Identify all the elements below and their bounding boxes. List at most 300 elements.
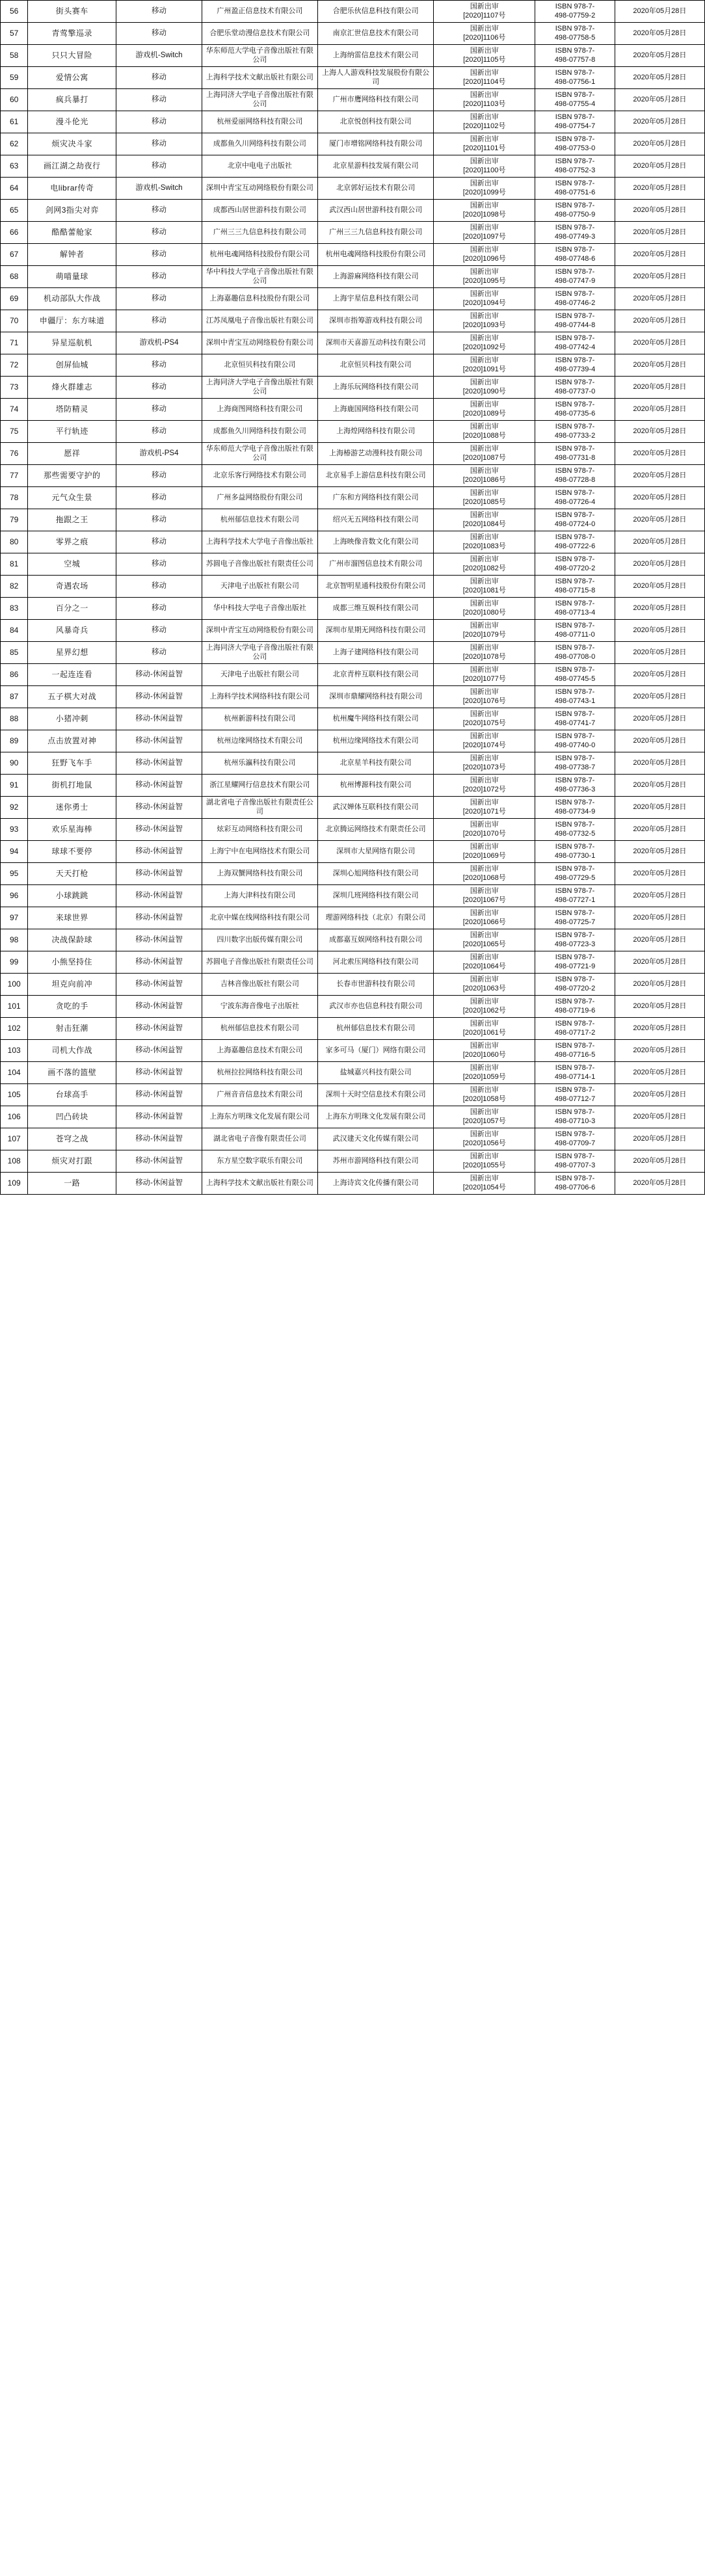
publication-date: 2020年05月28日: [615, 885, 704, 907]
publication-date: 2020年05月28日: [615, 907, 704, 929]
approval-number: [434, 1173, 535, 1195]
approval-number: [434, 819, 535, 841]
approval-number: [434, 1040, 535, 1062]
approval-number: [434, 708, 535, 730]
row-number: 71: [1, 332, 28, 354]
approval-line-2: [2020]1076号: [462, 697, 506, 705]
isbn-number: [535, 421, 615, 443]
operating-unit: 成都嘉互娱网络科技有限公司: [317, 929, 433, 951]
publishing-unit: 深圳中青宝互动网络股份有限公司: [202, 620, 317, 642]
publishing-unit: 杭州爱丽网络科技有限公司: [202, 111, 317, 133]
approval-number: [434, 996, 535, 1018]
isbn-number: [535, 819, 615, 841]
isbn-number: [535, 310, 615, 332]
publication-category: 移动: [116, 509, 202, 531]
publishing-unit: 杭州乐瀛科技有限公司: [202, 752, 317, 775]
approval-line-1: 国新出审: [470, 1152, 499, 1160]
game-title: 申疆厅：东方味道: [28, 310, 116, 332]
operating-unit: 深圳市鼎耀网络科技有限公司: [317, 686, 433, 708]
isbn-line-1: ISBN 978-7-: [555, 997, 595, 1005]
publication-date: 2020年05月28日: [615, 1150, 704, 1173]
row-number: 94: [1, 841, 28, 863]
isbn-line-1: ISBN 978-7-: [555, 488, 595, 497]
row-number: 103: [1, 1040, 28, 1062]
isbn-line-2: 498-07736-3: [554, 785, 596, 793]
isbn-line-2: 498-07723-3: [554, 940, 596, 948]
isbn-line-2: 498-07724-0: [554, 520, 596, 528]
operating-unit: 河北索压网络科技有限公司: [317, 951, 433, 974]
approval-number: [434, 288, 535, 310]
table-row: [1, 133, 705, 155]
table-row: [1, 45, 705, 67]
isbn-line-2: 498-07713-4: [554, 608, 596, 617]
row-number: 90: [1, 752, 28, 775]
publishing-unit: 杭州边缘网络技术有限公司: [202, 730, 317, 752]
publication-date: 2020年05月28日: [615, 775, 704, 797]
publication-category: 移动-休闲益智: [116, 775, 202, 797]
isbn-line-2: 498-07748-6: [554, 254, 596, 263]
publication-date: 2020年05月28日: [615, 244, 704, 266]
isbn-line-1: ISBN 978-7-: [555, 1130, 595, 1138]
isbn-line-1: ISBN 978-7-: [555, 400, 595, 408]
publication-date: 2020年05月28日: [615, 465, 704, 487]
publishing-unit: 华东师范大学电子音像出版社有限公司: [202, 45, 317, 67]
publication-date: 2020年05月28日: [615, 996, 704, 1018]
approval-line-1: 国新出审: [470, 2, 499, 10]
isbn-line-2: 498-07710-3: [554, 1117, 596, 1125]
operating-unit: 北京恒贝科技有限公司: [317, 354, 433, 377]
table-row: [1, 598, 705, 620]
publication-date: 2020年05月28日: [615, 553, 704, 576]
table-row: [1, 443, 705, 465]
isbn-line-2: 498-07727-1: [554, 896, 596, 904]
game-title: 凹凸砖块: [28, 1106, 116, 1128]
isbn-line-2: 498-07729-5: [554, 873, 596, 882]
game-title: 射击狂潮: [28, 1018, 116, 1040]
publication-date: 2020年05月28日: [615, 841, 704, 863]
isbn-line-2: 498-07741-7: [554, 719, 596, 727]
publication-category: 移动: [116, 598, 202, 620]
publishing-unit: 吉林音像出版社有限公司: [202, 974, 317, 996]
table-row: [1, 951, 705, 974]
isbn-line-2: 498-07722-6: [554, 542, 596, 550]
row-number: 72: [1, 354, 28, 377]
isbn-line-2: 498-07743-1: [554, 697, 596, 705]
operating-unit: 上海游麻网络科技有限公司: [317, 266, 433, 288]
isbn-line-1: ISBN 978-7-: [555, 975, 595, 983]
publication-date: 2020年05月28日: [615, 266, 704, 288]
isbn-line-2: 498-07737-0: [554, 387, 596, 395]
row-number: 85: [1, 642, 28, 664]
publishing-unit: 苏圆电子音像出版社有限责任公司: [202, 553, 317, 576]
approval-line-2: [2020]1062号: [462, 1006, 506, 1015]
game-title: 电librar传奇: [28, 178, 116, 200]
approval-line-2: [2020]1065号: [462, 940, 506, 948]
isbn-line-1: ISBN 978-7-: [555, 2, 595, 10]
game-title: 烽火群雄志: [28, 377, 116, 399]
operating-unit: 深圳市大星网络有限公司: [317, 841, 433, 863]
isbn-number: [535, 841, 615, 863]
approval-number: [434, 686, 535, 708]
game-title: 漫斗伦光: [28, 111, 116, 133]
operating-unit: 北京星羊科技有限公司: [317, 752, 433, 775]
approval-number: [434, 111, 535, 133]
isbn-line-1: ISBN 978-7-: [555, 643, 595, 652]
operating-unit: 北京易手上游信息科技有限公司: [317, 465, 433, 487]
game-title: 点击放置对神: [28, 730, 116, 752]
publishing-unit: 杭州郁信息技术有限公司: [202, 509, 317, 531]
publication-date: 2020年05月28日: [615, 1018, 704, 1040]
approval-line-1: 国新出审: [470, 909, 499, 917]
approval-number: [434, 155, 535, 178]
row-number: 75: [1, 421, 28, 443]
operating-unit: 北京智明星通科技股份有限公司: [317, 576, 433, 598]
approval-number: [434, 45, 535, 67]
approval-line-2: [2020]1068号: [462, 873, 506, 882]
isbn-line-1: ISBN 978-7-: [555, 820, 595, 829]
approval-line-1: 国新出审: [470, 599, 499, 607]
game-title: 决战保龄球: [28, 929, 116, 951]
isbn-line-1: ISBN 978-7-: [555, 356, 595, 364]
approval-line-2: [2020]1084号: [462, 520, 506, 528]
publication-category: 移动: [116, 487, 202, 509]
isbn-number: [535, 708, 615, 730]
publishing-unit: 北京乐客行网络技术有限公司: [202, 465, 317, 487]
game-title: 烦灾决斗家: [28, 133, 116, 155]
table-row: [1, 841, 705, 863]
approval-line-1: 国新出审: [470, 776, 499, 784]
row-number: 68: [1, 266, 28, 288]
operating-unit: 盐城嘉兴科技有限公司: [317, 1062, 433, 1084]
approval-number: [434, 642, 535, 664]
row-number: 93: [1, 819, 28, 841]
publication-date: 2020年05月28日: [615, 509, 704, 531]
game-title: 创屏仙城: [28, 354, 116, 377]
approval-number: [434, 598, 535, 620]
publishing-unit: 华中科技大学电子音像出版社: [202, 598, 317, 620]
isbn-line-2: 498-07752-3: [554, 166, 596, 174]
game-title: 街头赛车: [28, 1, 116, 23]
publication-date: 2020年05月28日: [615, 200, 704, 222]
approval-list-sheet: [0, 0, 705, 1195]
approval-number: [434, 89, 535, 111]
row-number: 96: [1, 885, 28, 907]
operating-unit: 深圳几班网络科技有限公司: [317, 885, 433, 907]
approval-line-2: [2020]1104号: [463, 77, 506, 86]
table-row: [1, 1150, 705, 1173]
operating-unit: 杭州郁信息技术有限公司: [317, 1018, 433, 1040]
approval-line-2: [2020]1085号: [462, 498, 506, 506]
approval-line-2: [2020]1092号: [462, 343, 506, 351]
row-number: 97: [1, 907, 28, 929]
publishing-unit: 广州三三九信息科技有限公司: [202, 222, 317, 244]
publication-category: 游戏机-PS4: [116, 443, 202, 465]
approval-line-2: [2020]1061号: [462, 1028, 506, 1037]
approval-line-1: 国新出审: [470, 68, 499, 77]
approval-line-2: [2020]1058号: [462, 1095, 506, 1103]
row-number: 60: [1, 89, 28, 111]
isbn-line-2: 498-07714-1: [554, 1072, 596, 1081]
approval-line-2: [2020]1102号: [463, 122, 506, 130]
row-number: 100: [1, 974, 28, 996]
isbn-line-2: 498-07747-9: [554, 276, 596, 285]
table-row: [1, 686, 705, 708]
isbn-line-2: 498-07755-4: [554, 100, 596, 108]
isbn-number: [535, 89, 615, 111]
publication-category: 移动-休闲益智: [116, 1106, 202, 1128]
publication-date: 2020年05月28日: [615, 797, 704, 819]
operating-unit: 北京青梓互联科技有限公司: [317, 664, 433, 686]
row-number: 91: [1, 775, 28, 797]
isbn-number: [535, 907, 615, 929]
isbn-line-2: 498-07759-2: [554, 11, 596, 20]
approval-line-2: [2020]1055号: [462, 1161, 506, 1169]
operating-unit: 上海诗宾文化传播有限公司: [317, 1173, 433, 1195]
approval-number: [434, 730, 535, 752]
operating-unit: 北京腾运网络技术有限责任公司: [317, 819, 433, 841]
publication-category: 移动: [116, 89, 202, 111]
isbn-number: [535, 155, 615, 178]
publishing-unit: 华中科技大学电子音像出版社有限公司: [202, 266, 317, 288]
isbn-number: [535, 244, 615, 266]
isbn-number: [535, 111, 615, 133]
isbn-number: [535, 509, 615, 531]
isbn-line-1: ISBN 978-7-: [555, 289, 595, 298]
publication-date: 2020年05月28日: [615, 863, 704, 885]
row-number: 57: [1, 23, 28, 45]
publishing-unit: 杭州电魂网络科技股份有限公司: [202, 244, 317, 266]
approval-line-1: 国新出审: [470, 135, 499, 143]
publication-date: 2020年05月28日: [615, 642, 704, 664]
publication-category: 移动-休闲益智: [116, 1128, 202, 1150]
publication-category: 移动: [116, 642, 202, 664]
isbn-line-1: ISBN 978-7-: [555, 1019, 595, 1028]
publication-date: 2020年05月28日: [615, 929, 704, 951]
isbn-line-1: ISBN 978-7-: [555, 422, 595, 431]
isbn-number: [535, 487, 615, 509]
table-row: [1, 974, 705, 996]
isbn-line-1: ISBN 978-7-: [555, 776, 595, 784]
row-number: 95: [1, 863, 28, 885]
row-number: 62: [1, 133, 28, 155]
publication-category: 移动-休闲益智: [116, 863, 202, 885]
row-number: 64: [1, 178, 28, 200]
approval-number: [434, 885, 535, 907]
isbn-number: [535, 929, 615, 951]
isbn-line-2: 498-07746-2: [554, 299, 596, 307]
isbn-line-1: ISBN 978-7-: [555, 732, 595, 740]
table-row: [1, 332, 705, 354]
publishing-unit: 上海同济大学电子音像出版社有限公司: [202, 642, 317, 664]
isbn-number: [535, 686, 615, 708]
game-title: 来球世界: [28, 907, 116, 929]
approval-line-1: 国新出审: [470, 267, 499, 276]
isbn-line-2: 498-07719-6: [554, 1006, 596, 1015]
approval-line-1: 国新出审: [470, 312, 499, 320]
approval-line-1: 国新出审: [470, 710, 499, 718]
isbn-line-2: 498-07733-2: [554, 431, 596, 440]
row-number: 108: [1, 1150, 28, 1173]
approval-line-1: 国新出审: [470, 334, 499, 342]
game-title: 零界之痕: [28, 531, 116, 553]
row-number: 87: [1, 686, 28, 708]
approval-line-1: 国新出审: [470, 864, 499, 873]
publication-date: 2020年05月28日: [615, 1173, 704, 1195]
game-title: 萌喵量球: [28, 266, 116, 288]
isbn-number: [535, 1018, 615, 1040]
approval-number: [434, 553, 535, 576]
table-row: [1, 1040, 705, 1062]
game-title: 青莺擎巡录: [28, 23, 116, 45]
publication-category: 移动: [116, 377, 202, 399]
approval-number: [434, 310, 535, 332]
isbn-line-2: 498-07745-5: [554, 674, 596, 683]
publishing-unit: 上海科学技术网络科技有限公司: [202, 686, 317, 708]
approval-line-1: 国新出审: [470, 24, 499, 33]
approval-line-2: [2020]1057号: [462, 1117, 506, 1125]
publication-category: 移动-休闲益智: [116, 974, 202, 996]
operating-unit: 广州市鹰网络科技有限公司: [317, 89, 433, 111]
operating-unit: 深圳心旭网络科技有限公司: [317, 863, 433, 885]
publishing-unit: 浙江星耀网行信息技术有限公司: [202, 775, 317, 797]
publishing-unit: 四川数字出版传媒有限公司: [202, 929, 317, 951]
isbn-line-1: ISBN 978-7-: [555, 577, 595, 585]
publication-date: 2020年05月28日: [615, 23, 704, 45]
isbn-line-1: ISBN 978-7-: [555, 90, 595, 99]
publishing-unit: 广州音音信息技术有限公司: [202, 1084, 317, 1106]
publication-category: 移动: [116, 67, 202, 89]
game-title: 坦克向前冲: [28, 974, 116, 996]
game-title: 异星巡航机: [28, 332, 116, 354]
publication-category: 移动: [116, 421, 202, 443]
approval-number: [434, 399, 535, 421]
publication-category: 移动-休闲益智: [116, 686, 202, 708]
row-number: 102: [1, 1018, 28, 1040]
publishing-unit: 广州多益网络股份有限公司: [202, 487, 317, 509]
table-row: [1, 222, 705, 244]
publication-category: 移动-休闲益智: [116, 907, 202, 929]
isbn-number: [535, 1040, 615, 1062]
publication-category: 移动-休闲益智: [116, 929, 202, 951]
approval-line-2: [2020]1067号: [462, 896, 506, 904]
approval-number: [434, 929, 535, 951]
publication-date: 2020年05月28日: [615, 1, 704, 23]
publication-date: 2020年05月28日: [615, 421, 704, 443]
approval-line-1: 国新出审: [470, 621, 499, 630]
publishing-unit: 上海东方明珠文化发展有限公司: [202, 1106, 317, 1128]
isbn-number: [535, 1150, 615, 1173]
publication-category: 移动-休闲益智: [116, 1040, 202, 1062]
game-title: 元气众生景: [28, 487, 116, 509]
isbn-number: [535, 443, 615, 465]
publication-date: 2020年05月28日: [615, 730, 704, 752]
isbn-number: [535, 598, 615, 620]
approval-line-1: 国新出审: [470, 533, 499, 541]
table-row: [1, 797, 705, 819]
isbn-number: [535, 178, 615, 200]
approval-line-2: [2020]1080号: [462, 608, 506, 617]
row-number: 98: [1, 929, 28, 951]
approval-line-2: [2020]1077号: [462, 674, 506, 683]
publishing-unit: 成都鱼久川网络科技有限公司: [202, 133, 317, 155]
publication-category: 移动: [116, 222, 202, 244]
operating-unit: 杭州电魂网络科技股份有限公司: [317, 244, 433, 266]
operating-unit: 杭州边缘网络技术有限公司: [317, 730, 433, 752]
operating-unit: 武汉婵体互联科技有限公司: [317, 797, 433, 819]
publication-date: 2020年05月28日: [615, 178, 704, 200]
approval-line-2: [2020]1093号: [462, 321, 506, 329]
isbn-line-1: ISBN 978-7-: [555, 444, 595, 453]
row-number: 79: [1, 509, 28, 531]
operating-unit: 上海纳雷信息技术有限公司: [317, 45, 433, 67]
approval-line-1: 国新出审: [470, 488, 499, 497]
publication-date: 2020年05月28日: [615, 620, 704, 642]
approval-number: [434, 487, 535, 509]
isbn-number: [535, 222, 615, 244]
game-title: 爱情公寓: [28, 67, 116, 89]
publishing-unit: 合肥乐堂动漫信息技术有限公司: [202, 23, 317, 45]
isbn-line-1: ISBN 978-7-: [555, 312, 595, 320]
game-title: 小猪冲刺: [28, 708, 116, 730]
approval-number: [434, 23, 535, 45]
isbn-line-2: 498-07712-7: [554, 1095, 596, 1103]
table-row: [1, 1173, 705, 1195]
isbn-number: [535, 465, 615, 487]
row-number: 69: [1, 288, 28, 310]
publishing-unit: 杭州拉拉网络科技有限公司: [202, 1062, 317, 1084]
publication-category: 移动-休闲益智: [116, 885, 202, 907]
approval-number: [434, 67, 535, 89]
approval-number: [434, 443, 535, 465]
approval-line-1: 国新出审: [470, 643, 499, 652]
approval-line-2: [2020]1063号: [462, 984, 506, 992]
operating-unit: 杭州博源科技有限公司: [317, 775, 433, 797]
publication-category: 移动-休闲益智: [116, 1018, 202, 1040]
approval-line-1: 国新出审: [470, 113, 499, 121]
game-title: 画江湖之劫夜行: [28, 155, 116, 178]
table-row: [1, 1128, 705, 1150]
game-title: 拖跟之王: [28, 509, 116, 531]
publication-date: 2020年05月28日: [615, 377, 704, 399]
approval-line-1: 国新出审: [470, 953, 499, 961]
row-number: 59: [1, 67, 28, 89]
isbn-line-1: ISBN 978-7-: [555, 864, 595, 873]
isbn-line-1: ISBN 978-7-: [555, 334, 595, 342]
approval-line-2: [2020]1054号: [462, 1183, 506, 1191]
isbn-line-2: 498-07717-2: [554, 1028, 596, 1037]
game-title: 塔防精灵: [28, 399, 116, 421]
operating-unit: 武汉建天文化传媒有限公司: [317, 1128, 433, 1150]
publication-category: 移动-休闲益智: [116, 1173, 202, 1195]
isbn-line-1: ISBN 978-7-: [555, 1174, 595, 1182]
operating-unit: 深圳市天喜游互动科技有限公司: [317, 332, 433, 354]
approval-line-1: 国新出审: [470, 886, 499, 895]
table-row: [1, 730, 705, 752]
approval-line-2: [2020]1070号: [462, 829, 506, 838]
operating-unit: 广东和方网络科技有限公司: [317, 487, 433, 509]
isbn-number: [535, 797, 615, 819]
isbn-line-2: 498-07720-2: [554, 564, 596, 572]
publication-date: 2020年05月28日: [615, 399, 704, 421]
publication-category: 移动-休闲益智: [116, 996, 202, 1018]
publishing-unit: 杭州新游科技有限公司: [202, 708, 317, 730]
approval-number: [434, 178, 535, 200]
approval-line-1: 国新出审: [470, 90, 499, 99]
game-title: 风暴奇兵: [28, 620, 116, 642]
publishing-unit: 上海嘉趣信息科技股份有限公司: [202, 288, 317, 310]
operating-unit: 苏州市游网络科技有限公司: [317, 1150, 433, 1173]
approval-number: [434, 421, 535, 443]
